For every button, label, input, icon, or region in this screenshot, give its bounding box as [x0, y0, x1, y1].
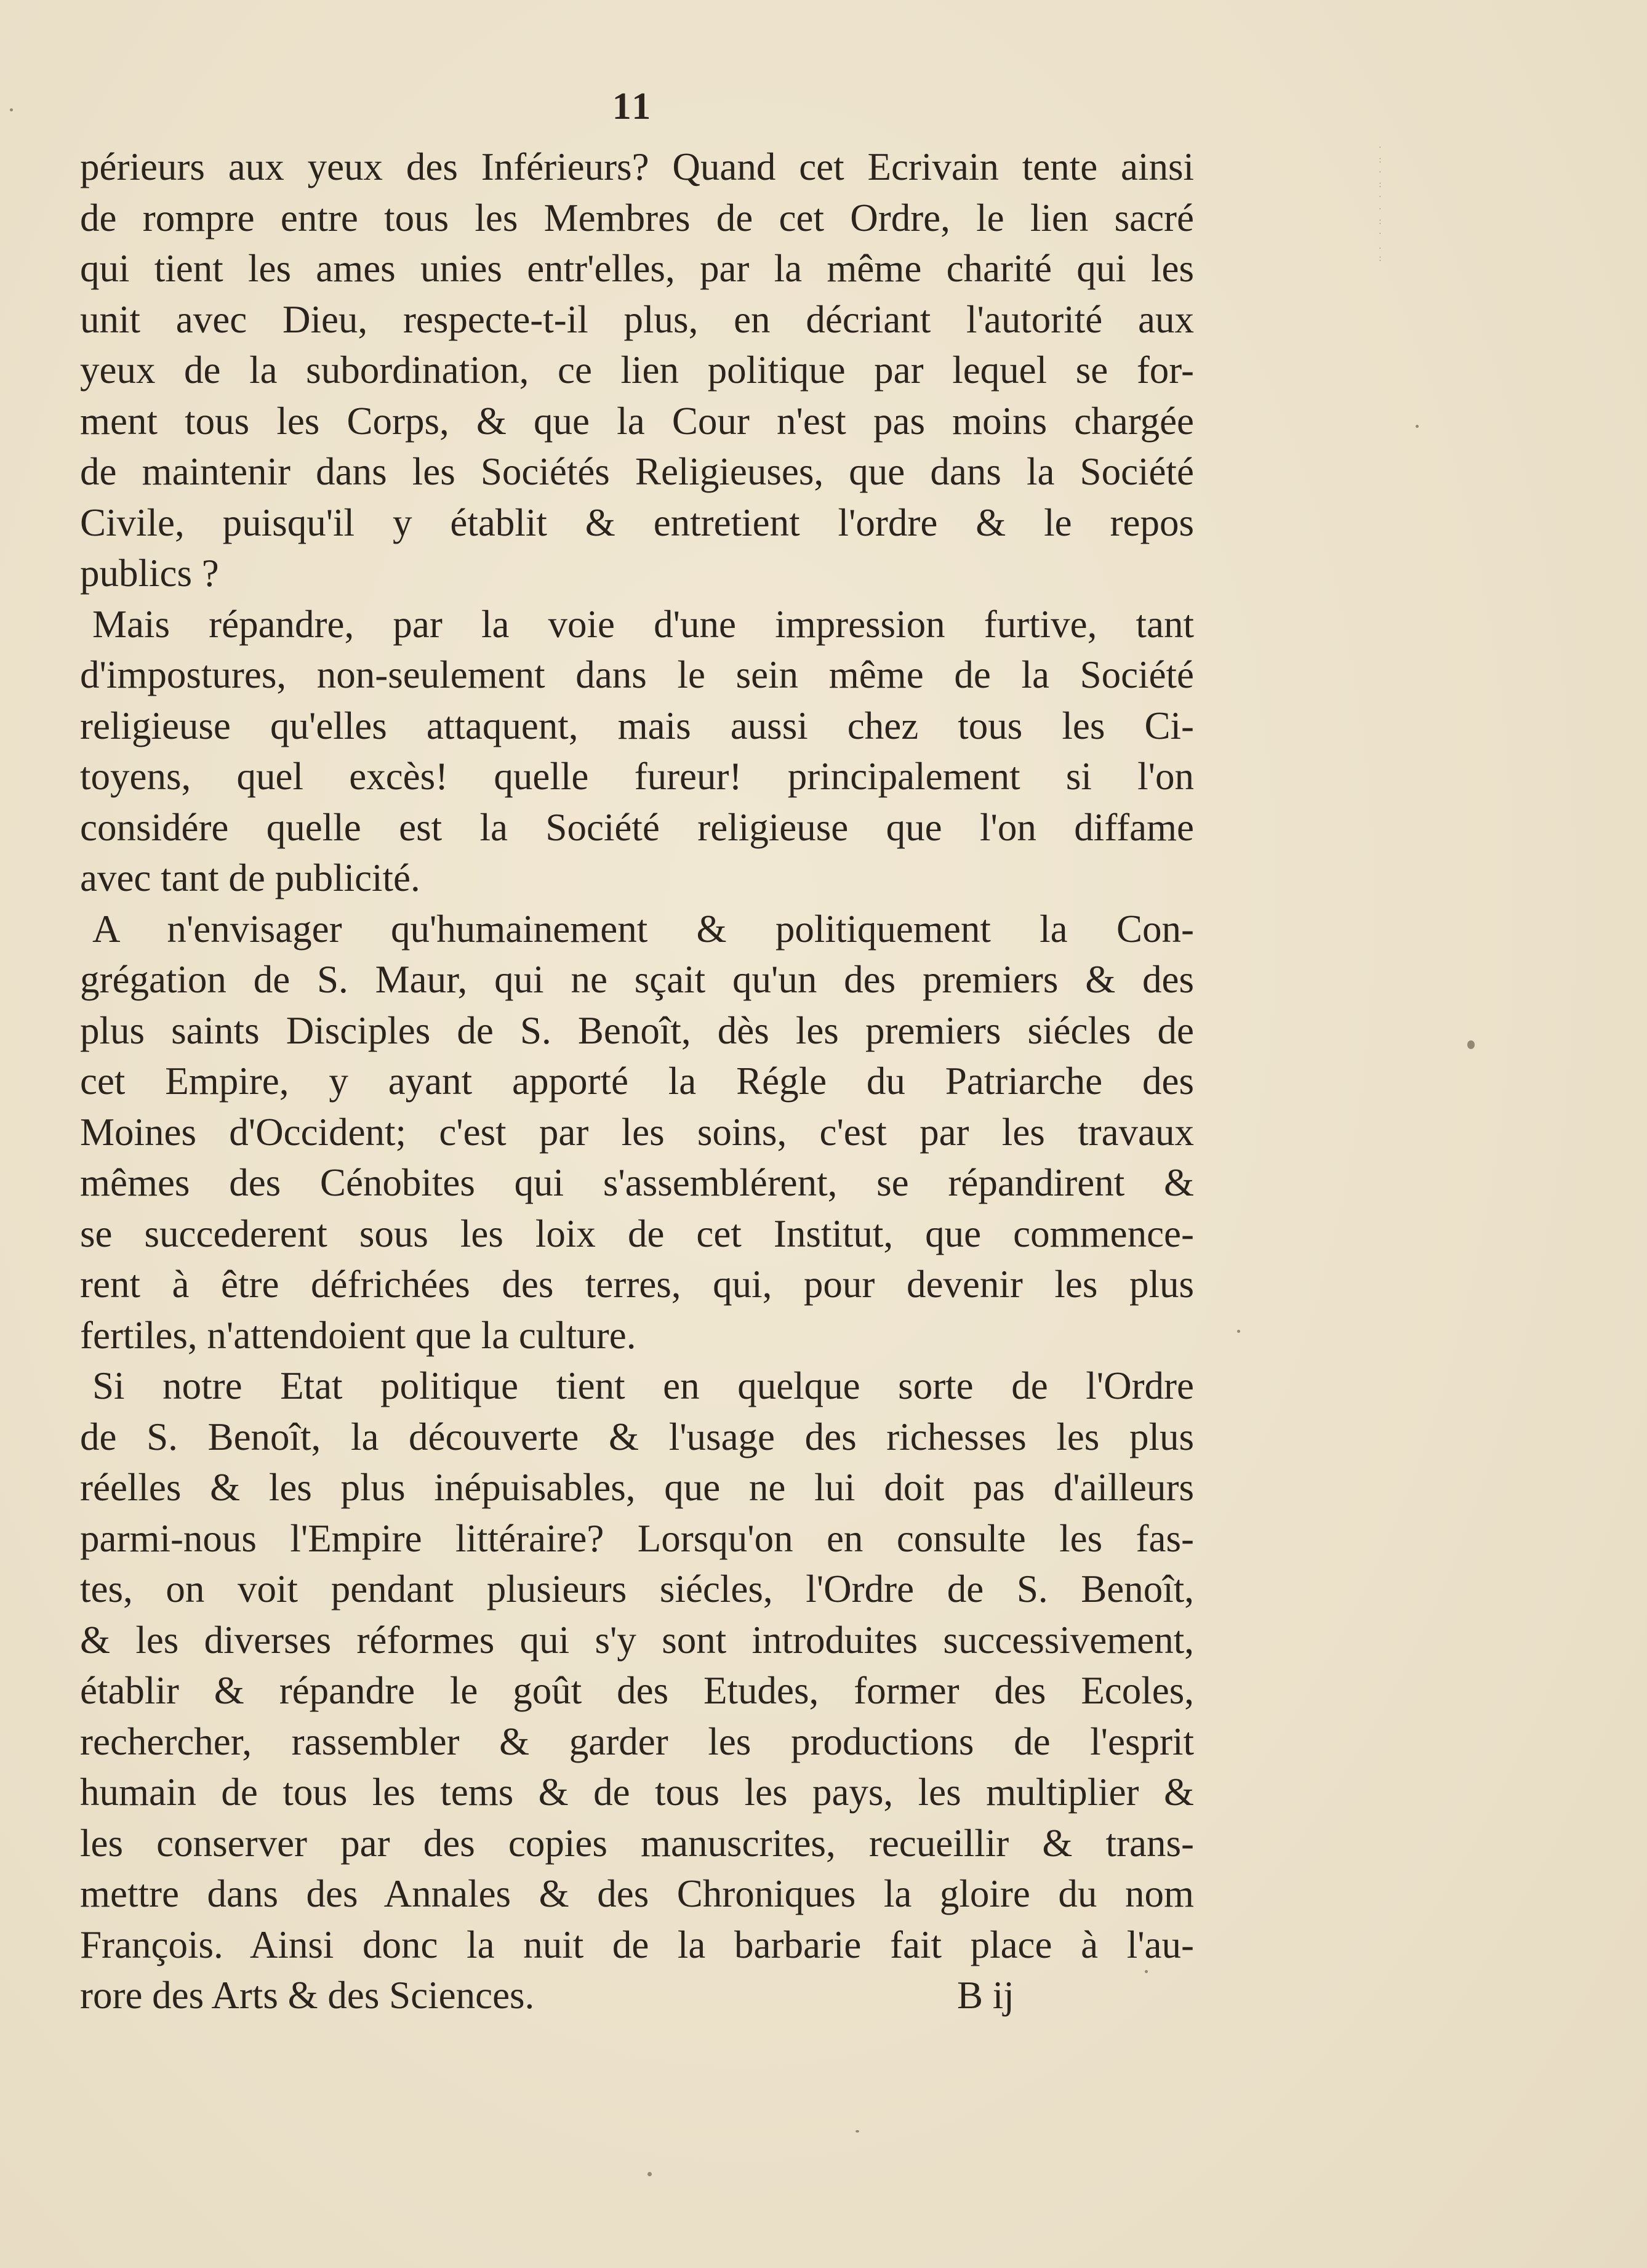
paper-speck — [1145, 1970, 1148, 1973]
text-line: de S. Benoît, la découverte & l'usage des richesses les plus — [80, 1415, 1194, 1458]
text-line: publics ? — [80, 552, 219, 595]
text-line: & les diverses réformes qui s'y sont introduites successivement, — [80, 1618, 1194, 1662]
text-line: grégation de S. Maur, qui ne sçait qu'un des premiers & des — [80, 958, 1194, 1001]
text-line: établir & répandre le goût des Etudes, former des Ecoles, — [80, 1669, 1194, 1712]
text-line: Si notre Etat politique tient en quelque sorte de l'Ordre — [92, 1364, 1194, 1407]
text-line: avec tant de publicité. — [80, 856, 420, 899]
text-line: religieuse qu'elles attaquent, mais aussi chez tous les Ci- — [80, 704, 1194, 747]
body-text — [80, 142, 1194, 2021]
text-line: périeurs aux yeux des Inférieurs? Quand cet Ecrivain tente ainsi — [80, 145, 1194, 188]
paper-speck — [1416, 425, 1419, 428]
page-number: 11 — [612, 86, 654, 127]
text-line: mêmes des Cénobites qui s'assemblérent, se répandirent & — [80, 1161, 1194, 1204]
text-line: de maintenir dans les Sociétés Religieuses, que dans la Société — [80, 450, 1194, 493]
text-line: ment tous les Corps, & que la Cour n'est pas moins chargée — [80, 399, 1194, 443]
text-line: parmi-nous l'Empire littéraire? Lorsqu'on en consulte les fas- — [80, 1516, 1194, 1560]
text-line: François. Ainsi donc la nuit de la barbarie fait place à l'au- — [80, 1923, 1194, 1966]
text-line: tes, on voit pendant plusieurs siécles, l'Ordre de S. Benoît, — [80, 1567, 1194, 1611]
text-line: fertiles, n'attendoient que la culture. — [80, 1313, 636, 1357]
text-line: qui tient les ames unies entr'elles, par la même charité qui les — [80, 247, 1194, 290]
paper-speck — [856, 2130, 859, 2133]
paper-speck — [1467, 1040, 1475, 1049]
text-line: de rompre entre tous les Membres de cet Ordre, le lien sacré — [80, 196, 1194, 239]
text-line: unit avec Dieu, respecte-t-il plus, en décriant l'autorité aux — [80, 297, 1194, 341]
text-line: réelles & les plus inépuisables, que ne lui doit pas d'ailleurs — [80, 1466, 1194, 1509]
text-line: rechercher, rassembler & garder les productions de l'esprit — [80, 1719, 1194, 1763]
text-line: les conserver par des copies manuscrites, recueillir & trans- — [80, 1821, 1194, 1865]
text-line: humain de tous les tems & de tous les pays, les multiplier & — [80, 1771, 1194, 1814]
text-line: cet Empire, y ayant apporté la Régle du Patriarche des — [80, 1060, 1194, 1103]
last-line-row — [80, 1970, 1194, 2021]
text-line: Civile, puisqu'il y établit & entretient l'ordre & le repos — [80, 501, 1194, 544]
text-line: A n'envisager qu'humainement & politiquement la Con- — [92, 907, 1194, 951]
paper-speck — [1237, 1330, 1240, 1333]
text-line: toyens, quel excès! quelle fureur! principalement si l'on — [80, 755, 1194, 798]
margin-marks: · : · : · · : · . : — [1379, 143, 1382, 263]
text-line: plus saints Disciples de S. Benoît, dès les premiers siécles de — [80, 1008, 1194, 1052]
text-line: d'impostures, non-seulement dans le sein même de la Société — [80, 653, 1194, 696]
text-line: rore des Arts & des Sciences. — [80, 1974, 535, 2017]
text-line: se succederent sous les loix de cet Institut, que commence- — [80, 1212, 1194, 1255]
text-line: considére quelle est la Société religieuse que l'on diffame — [80, 805, 1194, 849]
paper-speck — [10, 108, 13, 111]
paper-speck — [647, 2172, 652, 2176]
text-line: Mais répandre, par la voie d'une impression furtive, tant — [92, 602, 1194, 646]
text-line: mettre dans des Annales & des Chroniques la gloire du nom — [80, 1872, 1194, 1915]
text-line: yeux de la subordination, ce lien politique par lequel se for- — [80, 348, 1194, 392]
signature-mark: B ij — [957, 1974, 1014, 2017]
text-line: rent à être défrichées des terres, qui, pour devenir les plus — [80, 1263, 1194, 1306]
text-line: Moines d'Occident; c'est par les soins, c'est par les travaux — [80, 1110, 1194, 1154]
